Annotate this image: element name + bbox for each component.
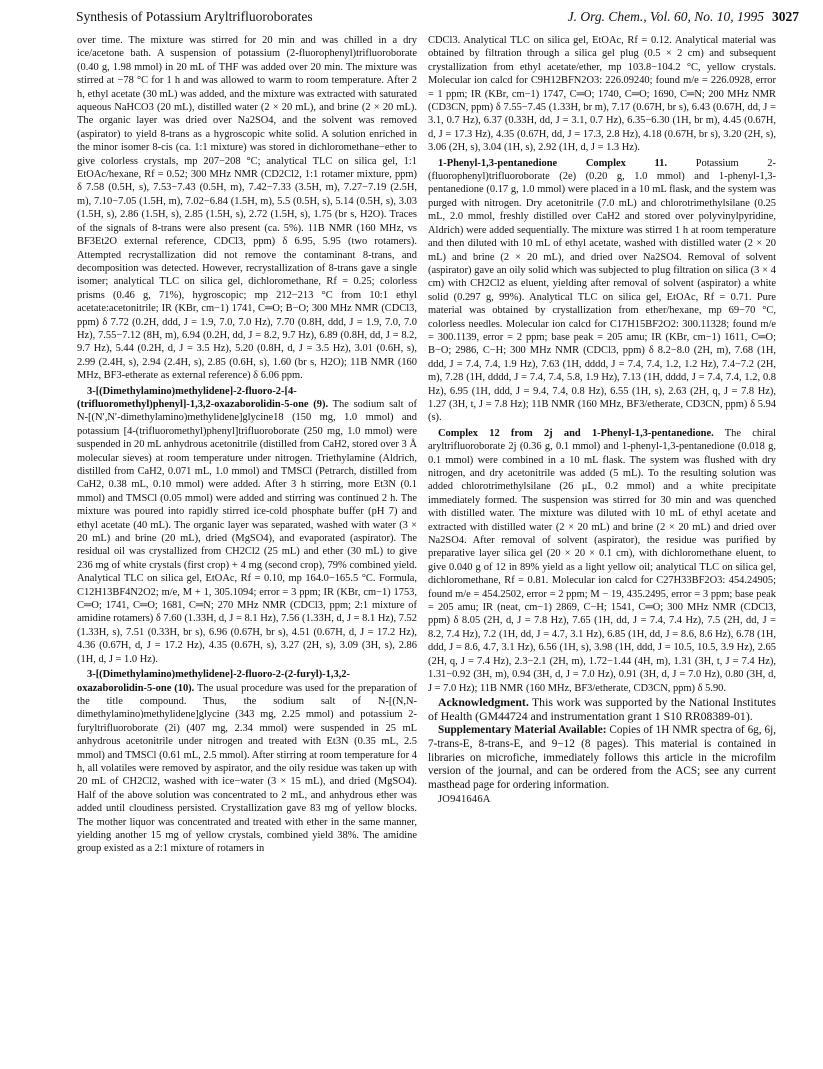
supplementary-body: Copies of 1H NMR spectra of 6g, 6j, 7-trans-E, 8-trans-E, and 9−12 (8 pages). This material is contained in libraries on microfiche, immediately follows this article in the microfilm version of the journal, and can be ordered from the ACS; see any current masthead page for ordering information. bbox=[428, 723, 776, 792]
paragraph-complex-11 bbox=[428, 157, 776, 425]
paragraph-10-continued: CDCl3. Analytical TLC on silica gel, EtOAc, Rf = 0.12. Analytical material was obtained by filtration through a silica gel plug (0.5 × 2 cm) and subsequent crystallization from ethyl acetate/ether, mp 103.8−104.2 °C, yellow crystals. Molecular ion calcd for C9H12BFN2O3: 226.09240; found m/e = 226.0928, error = 1 ppm; IR (KBr, cm−1) 1747, C═O; 1740, C═O; 1690, C═N; 200 MHz NMR (CD3CN, ppm) δ 7.55−7.45 (1.33H, br m), 7.17 (0.67H, br s), 6.43 (0.67H, dd, J = 3.1, 0.7 Hz), 6.37 (0.33H, dd, J = 3.1, 0.7 Hz), 6.35−6.30 (1H, br m), 4.45 (0.67H, d, J = 17.3 Hz), 4.35 (0.67H, dd, J = 17.3, 2.8 Hz), 4.18 (0.67H, br s), 3.20 (2H, s), 3.06 (2H, s), 3.04 (1H, s), 2.92 (1H, d, J = 1.3 Hz). bbox=[428, 35, 776, 154]
supplementary-material bbox=[428, 724, 776, 794]
right-column bbox=[428, 34, 776, 807]
acknowledgment-heading: Acknowledgment. bbox=[438, 694, 529, 709]
journal-name: J. Org. Chem., Vol. 60, No. 10, 1995 bbox=[567, 9, 764, 24]
supplementary-heading: Supplementary Material Available: bbox=[438, 723, 607, 736]
body-compound-9: The sodium salt of N-[(N′,N′-dimethylamino)methylidene]glycine18 (150 mg, 1.0 mmol) and potassium [4-(trifluoromethyl)phenyl]trifluoroborate (250 mg, 1.0 mmol) were suspended in 20 mL anhydrous acetonitrile (distilled from CaH2, stored over 3 Å molecular sieves) at room temperature under nitrogen. Triethylamine (Aldrich, distilled from CaH2, 0.071 mL, 1.0 mmol) and TMSCl (Petrarch, distilled from CaH2, 0.38 mL, 0.10 mmol) were added. After 3 h stirring, more Et3N (0.1 mmol) and TMSCl (0.05 mmol) were added and stirring was continued 2 h. The mixture was poured into rapidly stirred ice-cold phosphate buffer (pH 7) and ethyl acetate (40 mL). The organic layer was separated, washed with water (3 × 20 mL) and brine (20 mL), dried (MgSO4), and evaporated (aspirator). The residual oil was crystallized from CH2Cl2 (25 mL) and ether (30 mL) to give 236 mg of white crystals (first crop) + 4 mg (second crop), 79% combined yield. Analytical TLC on silica gel, EtOAc, Rf = 0.10, mp 164.0−165.5 °C. Formula, C12H13BF4N2O2; m/e, M + 1, 305.1094; error = 3 ppm; IR (KBr, cm−1) 1753, C═O; 1741, C═O; 1681, C═N; 270 MHz NMR (CDCl3, ppm; 2:1 mixture of amidine rotamers) δ 7.60 (1.33H, d, J = 8.1 Hz), 7.56 (1.33H, d, J = 8.1 Hz), 7.52 (1.33H, s), 7.51 (0.33H, br s), 6.96 (0.67H, br s), 4.51 (0.67H, d, J = 17.2 Hz), 4.36 (0.67H, d, J = 17.2 Hz), 4.35 (0.67H, s), 3.27 (2H, s), 3.09 (3H, s), 2.86 (1H, d, J = 1.0 Hz). bbox=[77, 398, 418, 665]
body-complex-11: Potassium 2-(fluorophenyl)trifluoroborate (2e) (0.20 g, 1.0 mmol) and 1-phenyl-1,3-pentanedione (0.17 g, 1.0 mmol) were placed in a 10 mL flask, and the system was purged with nitrogen. Dry acetonitrile (7.0 mL) and chlorotrimethylsilane (0.25 mL, 2.0 mmol, freshly distilled over CaH2 and stored over polyvinylpyridine, Aldrich) were added sequentially. The mixture was stirred 1 h at room temperature and then diluted with 10 mL of ethyl acetate, washed with distilled water (2 × 20 mL) and brine (2 × 20 mL), and dried over Na2SO4. Removal of solvent (aspirator) gave an oily solid which was subjected to plug filtration on silica (3 × 4 cm) with CH2Cl2 as eluent, yielding after removal of solvent (aspirator) a white solid (0.297 g, 99%). Analytical TLC on silica gel, EtOAc, Rf = 0.71. Pure material was obtained by crystallization from ether/hexane, mp 69−70 °C, colorless needles. Molecular ion calcd for C17H15BF2O2: 300.11328; found m/e = 300.1139, error = 2 ppm; base peak = 205 amu; IR (KBr, cm−1) 1611, C═O; B−O; 2986, C−H; 300 MHz NMR (CDCl3, ppm) δ 8.2−8.0 (2H, m), 7.68 (1H, ddd, J = 7.4, 7.4, 1.9 Hz), 7.63 (1H, dddd, J = 7.4, 7.4, 1.2, 1.2 Hz), 7.4−7.2 (2H, m), 7.28 (1H, dddd, J = 7.4, 7.4, 5.8, 1.9 Hz), 7.13 (1H, dddd, J = 7.4, 7.4, 1.2, 0.8 Hz), 6.95 (1H, ddd, J = 9.4, 7.4, 0.8 Hz), 6.55 (1H, s), 2.63 (2H, q, J = 7.8 Hz), 1.27 (3H, t, J = 7.8 Hz); 11B NMR (160 MHz, BF3/etherate, CD3CN, ppm) δ 5.94 (s). bbox=[428, 157, 776, 424]
paragraph-8-procedure: over time. The mixture was stirred for 20 min and was chilled in a dry ice/acetone bath. A suspension of potassium (2-fluorophenyl)trifluoroborate (0.40 g, 1.98 mmol) in 20 mL of THF was added over 20 min. The mixture was stirred at −78 °C for 1 h and was allowed to warm to room temperature. After 2 h, ethyl acetate (30 mL) was added, and the mixture was extracted with saturated aqueous NaHCO3 (20 mL), distilled water (2 × 20 mL), and brine (2 × 20 mL). The organic layer was dried over Na2SO4, and the solvent was removed (aspirator) to yield 8-trans as a hygroscopic white solid. A solution enriched in the minor isomer 8-cis (ca. 1:1 mixture) was stored in dichloromethane−ether to give colorless crystals, mp 207−208 °C; analytical TLC on silica gel, 1:1 EtOAc/hexane, Rf = 0.52; 300 MHz NMR (CD2Cl2, 1:1 rotamer mixture, ppm) δ 7.58 (0.5H, s), 7.53−7.43 (0.5H, m), 7.42−7.33 (3.5H, m), 7.27−7.19 (2.5H, m), 7.10−7.05 (1.5H, m), 7.02−6.84 (1.5H, m), 5.5 (0.5H, s), 5.14 (0.5H, s), 3.03 (1.5H, s), 2.86 (1.5H, s), 2.85 (1.5H, s), 2.72 (1.5H, s), 1.75 (br s, H2O). Traces of the signals of 8-trans were also present (ca. 5%). 11B NMR (160 MHz, vs BF3Et2O external reference, CDCl3, ppm) δ 6.95, 5.95 (two rotamers). Attempted recrystallization did not remove the contaminant 8-trans, and decomposition was detected. However, recrystallization of 8-trans gave a single isomer; analytical TLC on silica gel, dichloromethane, Rf = 0.25; colorless prisms (0.46 g, 71%), hygroscopic; mp 212−213 °C from 10:1 ethyl acetate:acetonitrile; IR (KBr, cm−1) 1741, C═O; B−O; 300 MHz NMR (CDCl3, ppm) δ 7.72 (0.2H, ddd, J = 1.9, 7.0, 7.0 Hz), 7.70 (0.8H, ddd, J = 1.9, 7.0, 7.0 Hz), 7.55−7.12 (8H, m), 6.94 (0.2H, dd, J = 8.2, 9.7 Hz), 6.89 (0.8H, dd, J = 8.2, 9.7 Hz), 5.44 (0.2H, d, J = 3.5 Hz), 5.20 (0.8H, d, J = 3.5 Hz), 3.01 (0.6H, s), 2.99 (2.4H, s), 2.94 (2.4H, s), 2.85 (0.6H, s), 1.60 (br s, H2O); 11B NMR (160 MHz, BF3-etherate as external reference) δ 6.06 ppm. bbox=[77, 35, 417, 382]
heading-complex-11: 1-Phenyl-1,3-pentanedione Complex 11. bbox=[438, 157, 668, 169]
acknowledgment bbox=[428, 695, 776, 724]
manuscript-code: JO941646A bbox=[438, 794, 491, 806]
paragraph-compound-9 bbox=[77, 385, 417, 667]
body-complex-12: The chiral aryltrifluoroborate 2j (0.36 g, 0.1 mmol) and 1-phenyl-1,3-pentanedione (0.018 g, 0.1 mmol) were combined in a 10 mL flask. The system was flushed with dry nitrogen, and dry acetonitrile was added (5 mL). To the resulting solution was added chlorotrimethylsilane (26 μL, 0.2 mmol) and a white precipitate immediately formed. The suspension was stirred for 30 min and was quenched with distilled water. The mixture was diluted with 10 mL of ethyl acetate and extracted with distilled water (2 × 20 mL) and brine (2 × 20 mL) and dried over Na2SO4. After removal of solvent (aspirator), the residue was purified by preparative layer silica gel (20 × 20 × 0.1 cm), with dichloromethane eluent, to give 0.040 g of 12 in 89% yield as a light yellow oil; analytical TLC on silica gel, dichloromethane, Rf = 0.81. Molecular ion calcd for C27H33BF2O3: 454.24905; found m/e = 454.2502, error = 2 ppm; M − 19, 435.2495, error = 3 ppm; base peak = 205 amu; IR (neat, cm−1) 2869, C−H; 1541, C═O; 300 MHz NMR (CDCl3, ppm) δ 8.05 (2H, d, J = 7.8 Hz), 7.65 (1H, dd, J = 7.4, 7.4 Hz), 7.5 (2H, dd, J = 8.2, 7.4 Hz), 7.2 (1H, dd, J = 4.7, 3.1 Hz), 6.85 (1H, dd, J = 8.6, 8.6 Hz), 6.78 (1H, ddd, J = 8.6, 4.7, 3.1 Hz), 6.56 (1H, s), 3.98 (1H, ddd, J = 10.5, 10.5, 3.9 Hz), 2.65 (2H, q, J = 7.4 Hz), 2.3−2.1 (2H, m), 1.72−1.44 (4H, m), 1.31 (3H, t, J = 7.4 Hz), 1.31−0.92 (3H, m), 0.94 (3H, d, J = 7.0 Hz), 0.91 (3H, d, J = 7.0 Hz), 0.80 (3H, d, J = 7.0 Hz); 11B NMR (160 MHz, BF3/etherate, CD3CN, ppm) δ 5.90. bbox=[428, 427, 776, 694]
paragraph-complex-12 bbox=[428, 427, 776, 695]
paragraph-compound-10 bbox=[77, 668, 417, 856]
journal-citation bbox=[568, 9, 799, 25]
page-number: 3027 bbox=[772, 9, 799, 24]
heading-complex-12: Complex 12 from 2j and 1-Phenyl-1,3-pentanedione. bbox=[438, 427, 714, 439]
acknowledgment-body: This work was supported by the National Institutes of Health (GM44724 and instrumentation grant 1 S10 RR08389-01). bbox=[428, 694, 776, 724]
left-column bbox=[77, 34, 417, 856]
body-compound-10: The usual procedure was used for the preparation of the title compound. Thus, the sodium salt of N-[(N,N-dimethylamino)methylidene]glycine (343 mg, 2.25 mmol) and potassium 2-furyltrifluoroborate (2i) (407 mg, 2.34 mmol) were suspended in 25 mL anhydrous acetonitrile under nitrogen and treated with Et3N (0.35 mL, 2.5 mmol) and TMSCl (0.61 mL, 2.5 mmol). After stirring at room temperature for 4 h, all volatiles were removed by aspirator, and the oily residue was taken up with 20 mL of CH2Cl2, washed with ice−water (3 × 15 mL), and dried (MgSO4). Half of the above solution was concentrated to 2 mL, and anhydrous ether was added until cloudiness persisted. Crystallization gave 83 mg of yellow blocks. The mother liquor was concentrated and treated with ether in the same manner, yielding another 15 mg of yellow crystals, combined yield 38%. The amidine group existed as a 2:1 mixture of rotamers in bbox=[77, 682, 417, 855]
running-header bbox=[76, 9, 799, 29]
heading-compound-10: 3-[(Dimethylamino)methylidene]-2-fluoro-2-(2-furyl)-1,3,2-oxazaborolidin-5-one (10). bbox=[77, 669, 351, 694]
running-title: Synthesis of Potassium Aryltrifluoroborates bbox=[76, 9, 313, 24]
heading-compound-9: 3-[(Dimethylamino)methylidene]-2-fluoro-2-[4-(trifluoromethyl)phenyl]-1,3,2-oxazaborolidin-5-one (9). bbox=[77, 385, 329, 410]
